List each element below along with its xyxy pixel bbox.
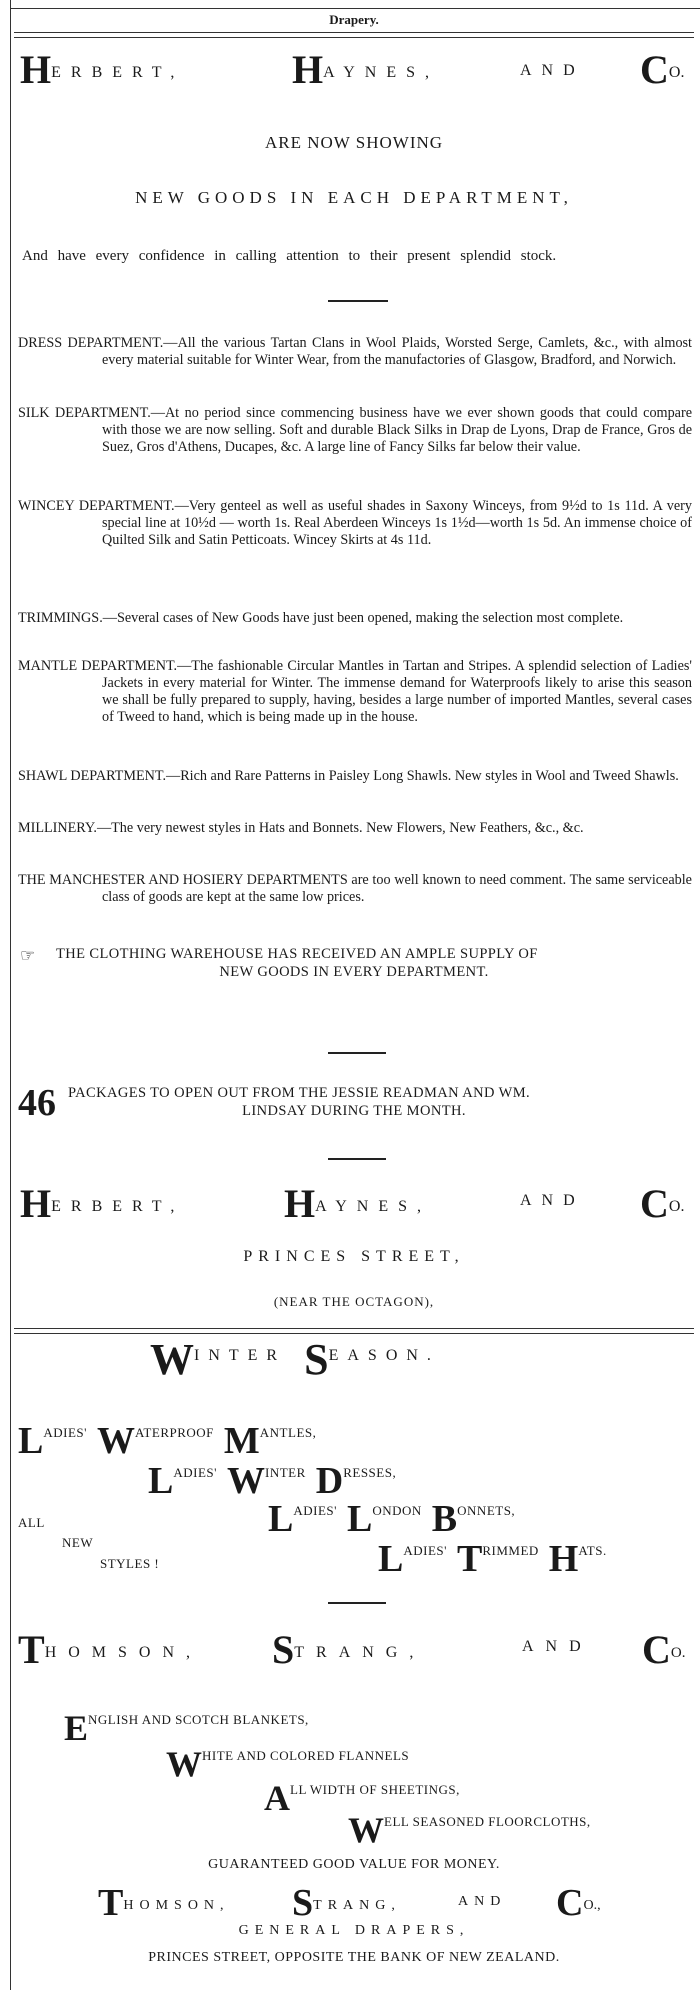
styles-label: STYLES ! — [100, 1556, 160, 1571]
firm-name-heading: HERBERT, HAYNES, AND CO. — [20, 1181, 685, 1226]
trimmings-department: TRIMMINGS.—Several cases of New Goods have just been opened, making the selection most complete. — [18, 610, 624, 626]
ad-separator-rule — [14, 1328, 694, 1334]
pointing-hand-icon: ☞ — [20, 946, 36, 965]
clothing-warehouse-line-1: THE CLOTHING WAREHOUSE HAS RECEIVED AN AMPLE SUPPLY OF — [56, 946, 538, 962]
packages-number: 46 — [18, 1082, 56, 1124]
packages-line-2: LINDSAY DURING THE MONTH. — [242, 1103, 466, 1119]
ladies-london-bonnets: $L^{ADIES'}$ $L^{ONDON}$ $B^{ONNETS,}$ — [268, 1498, 516, 1540]
winter-season-heading: WINTER SEASON. — [150, 1335, 440, 1384]
princes-street: PRINCES STREET, — [243, 1248, 465, 1265]
millinery-department: MILLINERY.—The very newest styles in Hats and Bonnets. New Flowers, New Feathers, &c., &c. — [18, 820, 584, 836]
address-line: PRINCES STREET, OPPOSITE THE BANK OF NEW ZEALAND. — [148, 1950, 560, 1965]
new-goods-heading: NEW GOODS IN EACH DEPARTMENT, — [135, 188, 573, 207]
guaranteed-value: GUARANTEED GOOD VALUE FOR MONEY. — [208, 1857, 500, 1872]
manchester-hosiery-departments: THE MANCHESTER AND HOSIERY DEPARTMENTS are too well known to need comment. The same serviceable class of goods are kept at the same low prices. — [18, 872, 692, 905]
floorcloths-item: $W^{ELL SEASONED FLOORCLOTHS,}$ — [348, 1810, 591, 1850]
blankets-item: $E^{NGLISH AND SCOTCH BLANKETS,}$ — [64, 1708, 309, 1748]
all-label: ALL — [18, 1515, 45, 1530]
flannels-item: $W^{HITE AND COLORED FLANNELS}$ — [166, 1744, 410, 1784]
shawl-department: SHAWL DEPARTMENT.—Rich and Rare Patterns in Paisley Long Shawls. New styles in Wool and Tweed Shawls. — [18, 768, 679, 784]
divider — [328, 1158, 386, 1160]
left-column-rule — [10, 0, 11, 1990]
ladies-trimmed-hats: $L^{ADIES'}$ $T^{RIMMED}$ $H^{ATS.}$ — [378, 1538, 607, 1580]
clothing-warehouse-line-2: NEW GOODS IN EVERY DEPARTMENT. — [219, 964, 489, 980]
firm-name-heading: HERBERT, HAYNES, AND CO. — [20, 47, 685, 92]
divider — [328, 300, 388, 302]
are-now-showing: ARE NOW SHOWING — [264, 133, 444, 152]
wincey-department: WINCEY DEPARTMENT.—Very genteel as well as useful shades in Saxony Winceys, from 9½d to 1s 11d. A very special line at 10½d — worth 1s. Real Aberdeen Winceys 1s 1½d—worth 1s 5d. An immense choice of Quilted Silk and Satin Petticoats. Wincey Skirts at 4s 11d. — [18, 498, 692, 548]
top-rule — [10, 8, 700, 9]
divider — [328, 1602, 386, 1604]
divider — [328, 1052, 386, 1054]
dress-department: DRESS DEPARTMENT.—All the various Tartan Clans in Wool Plaids, Worsted Serge, Camlets, &c., with almost every material suitable for Winter Wear, from the manufactories of Glasgow, Bradford, and Norwich. — [18, 335, 693, 368]
near-the-octagon: (NEAR THE OCTAGON), — [273, 1294, 435, 1309]
ladies-waterproof-mantles: $L^{ADIES'}$ $W^{ATERPROOF}$ $M^{ANTLES,}$ — [18, 1420, 317, 1462]
new-label: NEW — [62, 1535, 94, 1550]
thomson-strang-footer-heading: THOMSON, STRANG, AND CO., — [98, 1882, 601, 1924]
section-heading: Drapery. — [329, 12, 379, 27]
confidence-line: And have every confidence in calling attention to their present splendid stock. — [22, 248, 557, 264]
silk-department: SILK DEPARTMENT.—At no period since commencing business have we ever shown goods that could compare with those we are now selling. Soft and durable Black Silks in Drap de Lyons, Drap de France, Gros de Suez, Gros d'Athens, Ducapes, &c. A large line of Fancy Silks far below their value. — [18, 405, 692, 455]
packages-line-1: PACKAGES TO OPEN OUT FROM THE JESSIE READMAN AND WM. — [68, 1085, 531, 1101]
general-drapers: GENERAL DRAPERS, — [238, 1923, 470, 1938]
sheetings-item: $A^{LL WIDTH OF SHEETINGS,}$ — [264, 1778, 460, 1818]
ladies-winter-dresses: $L^{ADIES'}$ $W^{INTER}$ $D^{RESSES,}$ — [148, 1460, 397, 1502]
thomson-strang-heading: THOMSON, STRANG, AND CO. — [18, 1627, 686, 1672]
header-double-rule — [14, 32, 694, 38]
mantle-department: MANTLE DEPARTMENT.—The fashionable Circular Mantles in Tartan and Stripes. A splendid selection of Ladies' Jackets in every material for Winter. The immense demand for Waterproofs likely to arise this season we shall be fully prepared to supply, having, besides a large number of imported Mantles, several cases of Tweed to hand, which is being made up in the house. — [18, 658, 692, 725]
